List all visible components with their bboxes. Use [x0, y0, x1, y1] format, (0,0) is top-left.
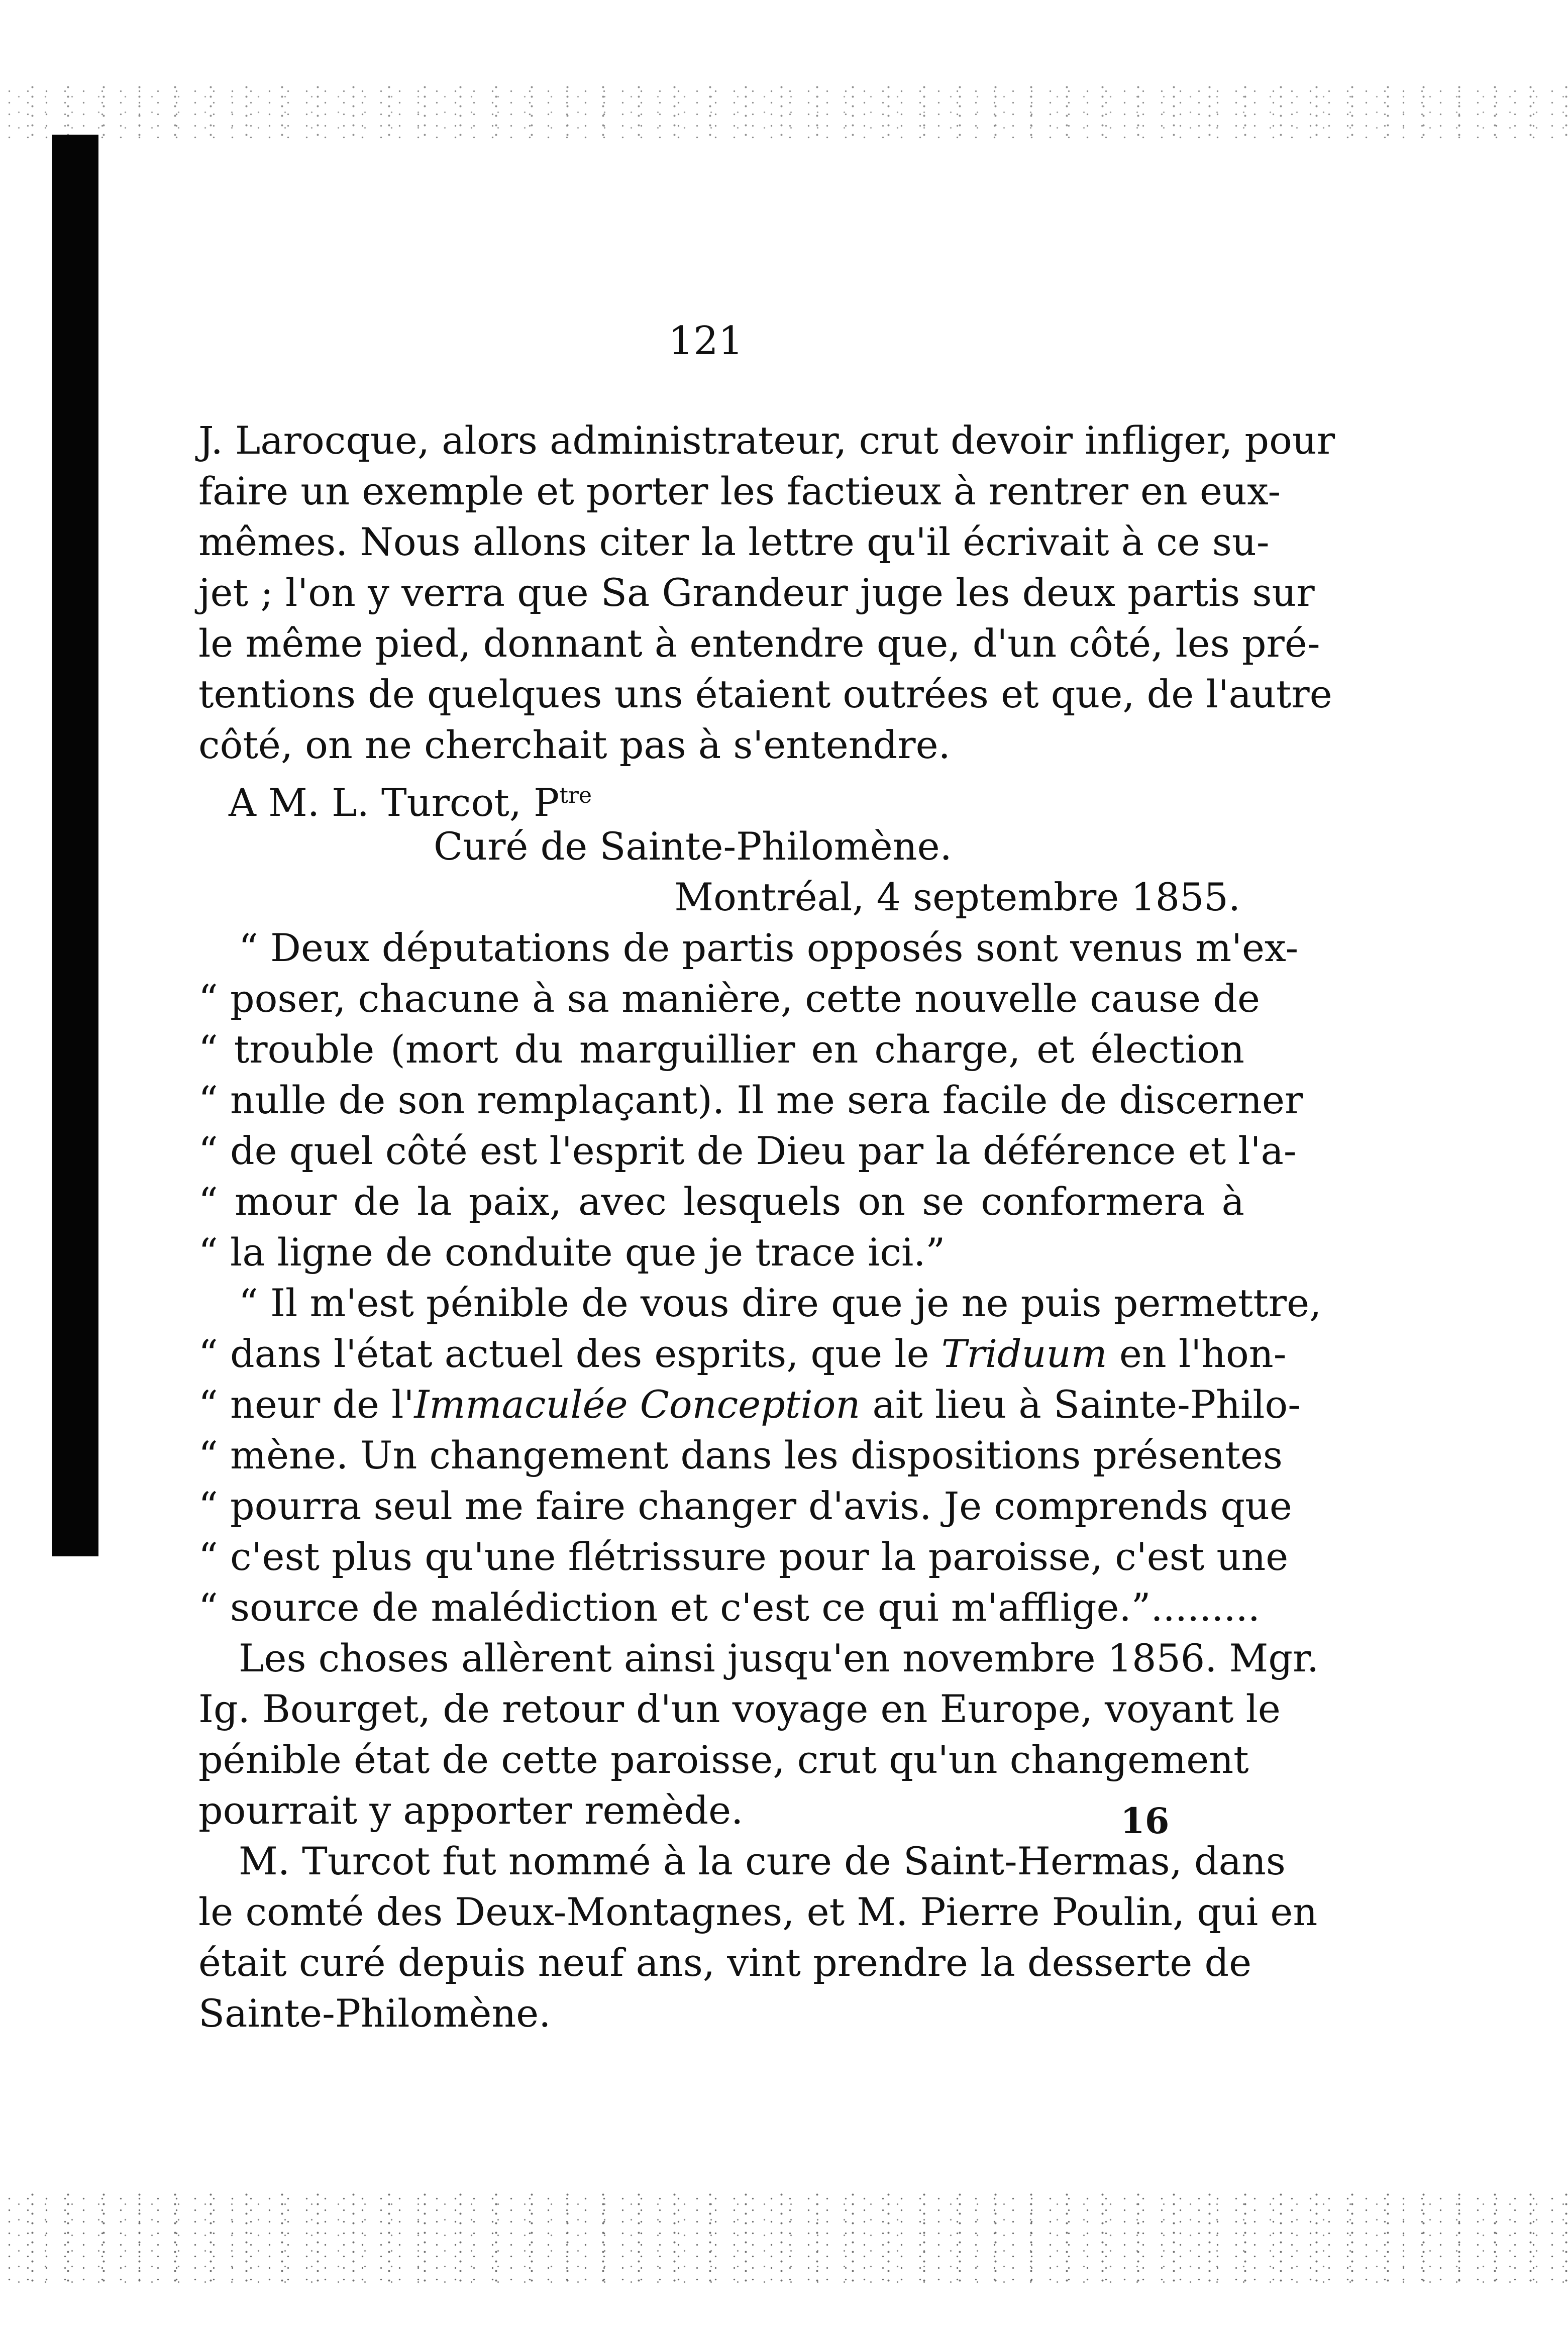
- quote-text: “ neur de l': [198, 1382, 414, 1427]
- text-line: pourrait y apporter remède.: [198, 1788, 744, 1833]
- binding-shadow: [52, 135, 98, 1556]
- letter-dateline: Montréal, 4 septembre 1855.: [674, 875, 1240, 919]
- text-line: jet ; l'on y verra que Sa Grandeur juge les deux partis sur: [198, 570, 1315, 615]
- quote-line: “ poser, chacune à sa manière, cette nouvelle cause de: [198, 976, 1260, 1021]
- quote-line: “ pourra seul me faire changer d'avis. Je comprends que: [198, 1484, 1292, 1528]
- text-line: Les choses allèrent ainsi jusqu'en novembre 1856. Mgr.: [239, 1636, 1319, 1680]
- quote-line: “ mour de la paix, avec lesquels on se conformera à: [198, 1179, 1244, 1224]
- body-text: [198, 415, 1335, 2039]
- quote-line: [198, 1379, 1301, 1430]
- letter-addressee: [198, 770, 1244, 825]
- scan-noise-bottom: [0, 2193, 1568, 2283]
- quote-line: “ Il m'est pénible de vous dire que je ne puis permettre,: [239, 1281, 1322, 1325]
- text-line: mêmes. Nous allons citer la lettre qu'il écrivait à ce su-: [198, 519, 1270, 564]
- text-line: pénible état de cette paroisse, crut qu'un changement: [198, 1737, 1249, 1782]
- text-line: tentions de quelques uns étaient outrées et que, de l'autre: [198, 672, 1332, 716]
- quote-text: en l'hon-: [1107, 1331, 1287, 1376]
- text-line: Ig. Bourget, de retour d'un voyage en Europe, voyant le: [198, 1686, 1281, 1731]
- text-line: le comté des Deux-Montagnes, et M. Pierre Poulin, qui en: [198, 1889, 1318, 1934]
- scan-noise-top: [0, 85, 1568, 141]
- quote-line: “ c'est plus qu'une flétrissure pour la paroisse, c'est une: [198, 1534, 1289, 1579]
- quote-line: “ de quel côté est l'esprit de Dieu par la déférence et l'a-: [198, 1128, 1297, 1173]
- quote-line: [198, 1328, 1287, 1379]
- page-number: 121: [668, 319, 744, 364]
- letter-parish: Curé de Sainte-Philomène.: [434, 824, 952, 869]
- signature-mark: 16: [1120, 1800, 1170, 1842]
- text-line: M. Turcot fut nommé à la cure de Saint-Hermas, dans: [239, 1839, 1286, 1883]
- text-line: faire un exemple et porter les factieux à rentrer en eux-: [198, 469, 1281, 513]
- text-line: était curé depuis neuf ans, vint prendre la desserte de: [198, 1940, 1252, 1985]
- quote-line: “ Deux députations de partis opposés sont venus m'ex-: [239, 925, 1299, 970]
- addressee-name: A M. L. Turcot, P: [229, 780, 560, 825]
- addressee-title-sup: tre: [559, 783, 592, 808]
- quote-text: ait lieu à Sainte-Philo-: [860, 1382, 1301, 1427]
- text-line: Sainte-Philomène.: [198, 1991, 551, 2036]
- quote-italic: Immaculée Conception: [414, 1382, 861, 1427]
- quote-line: “ nulle de son remplaçant). Il me sera facile de discerner: [198, 1078, 1303, 1122]
- quote-text: “ dans l'état actuel des esprits, que le: [198, 1331, 942, 1376]
- quote-line: “ trouble (mort du marguillier en charge, et élection: [198, 1027, 1244, 1072]
- text-line: côté, on ne cherchait pas à s'entendre.: [198, 722, 951, 767]
- quote-italic: Triduum: [941, 1331, 1107, 1376]
- text-line: le même pied, donnant à entendre que, d'un côté, les pré-: [198, 621, 1320, 666]
- quote-line: “ source de malédiction et c'est ce qui m'afflige.”.........: [198, 1585, 1260, 1630]
- text-line: J. Larocque, alors administrateur, crut devoir infliger, pour: [198, 418, 1335, 463]
- quote-line: “ la ligne de conduite que je trace ici.”: [198, 1230, 946, 1275]
- quote-line: “ mène. Un changement dans les dispositions présentes: [198, 1433, 1283, 1477]
